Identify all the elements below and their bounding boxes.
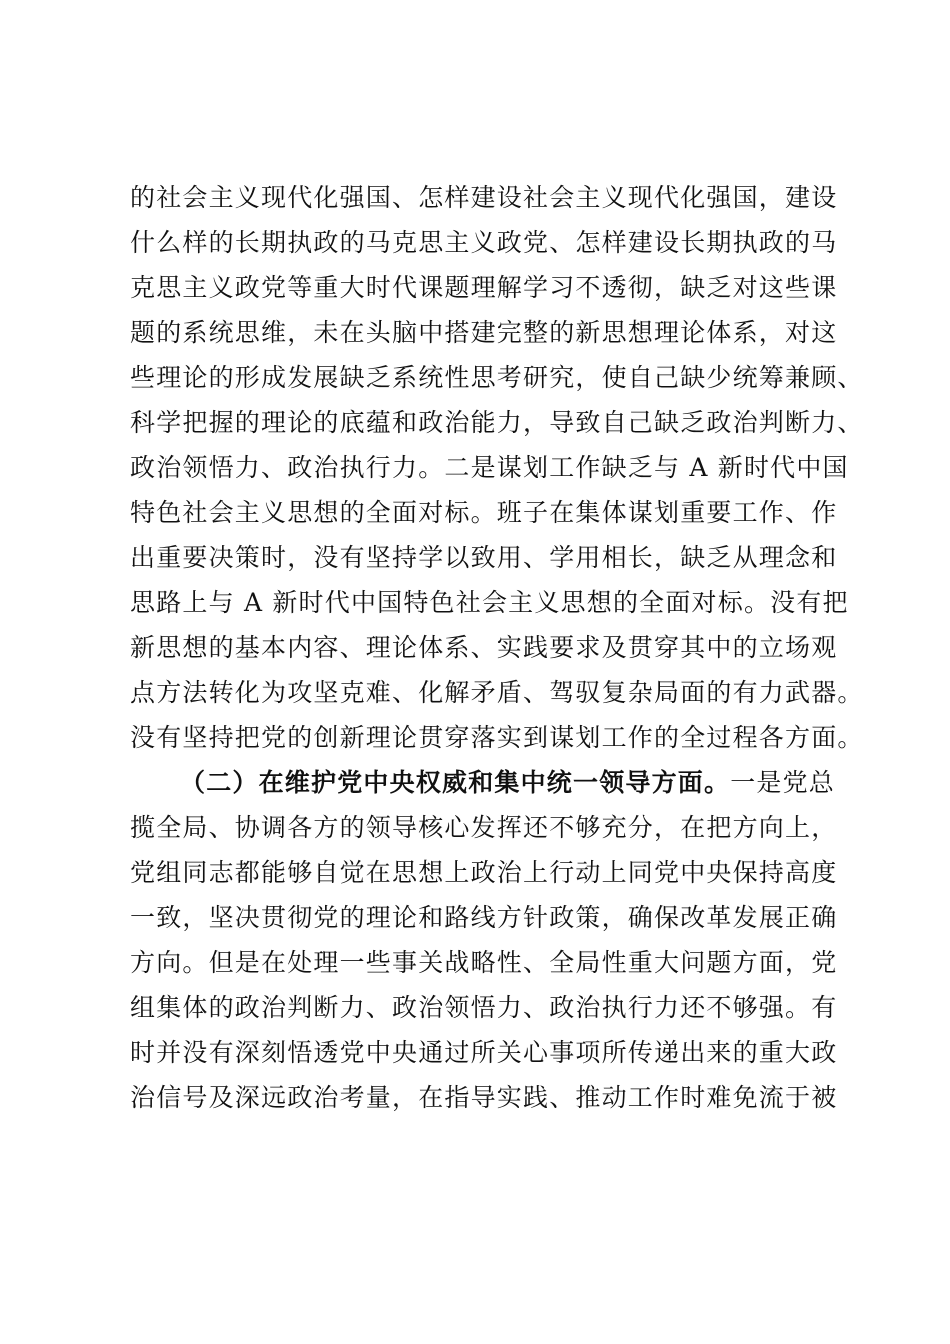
body-line: 的社会主义现代化强国、怎样建设社会主义现代化强国，建设 [130,183,838,212]
body-line: 些理论的形成发展缺乏系统性思考研究，使自己缺少统筹兼顾、 [130,363,864,392]
body-line: 没有坚持把党的创新理论贯穿落实到谋划工作的全过程各方面。 [130,723,864,752]
body-line: 出重要决策时，没有坚持学以致用、学用相长，缺乏从理念和 [130,543,838,572]
body-line: 点方法转化为攻坚克难、化解矛盾、驾驭复杂局面的有力武器。 [130,678,864,707]
body-line: 什么样的长期执政的马克思主义政党、怎样建设长期执政的马 [130,228,838,257]
body-line: 题的系统思维，未在头脑中搭建完整的新思想理论体系，对这 [130,318,838,347]
body-line: 特色社会主义思想的全面对标。班子在集体谋划重要工作、作 [130,498,838,527]
body-line: 新思想的基本内容、理论体系、实践要求及贯穿其中的立场观 [130,633,838,662]
body-line: 政治领悟力、政治执行力。二是谋划工作缺乏与 A 新时代中国 [130,453,849,482]
body-line: 揽全局、协调各方的领导核心发挥还不够充分，在把方向上， [130,813,838,842]
body-line: 方向。但是在处理一些事关战略性、全局性重大问题方面，党 [130,948,838,977]
section-first-line [180,768,835,798]
body-line: 时并没有深刻悟透党中央通过所关心事项所传递出来的重大政 [130,1038,838,1067]
body-line: 思路上与 A 新时代中国特色社会主义思想的全面对标。没有把 [130,588,849,617]
body-line: 科学把握的理论的底蕴和政治能力，导致自己缺乏政治判断力、 [130,408,864,437]
body-line: 党组同志都能够自觉在思想上政治上行动上同党中央保持高度 [130,858,838,887]
body-line: 治信号及深远政治考量，在指导实践、推动工作时难免流于被 [130,1083,838,1112]
section-first-line-text: 一是党总 [730,768,836,797]
body-line: 组集体的政治判断力、政治领悟力、政治执行力还不够强。有 [130,993,838,1022]
body-line: 一致，坚决贯彻党的理论和路线方针政策，确保改革发展正确 [130,903,838,932]
section-heading: （二）在维护党中央权威和集中统一领导方面。 [180,768,731,797]
body-line: 克思主义政党等重大时代课题理解学习不透彻，缺乏对这些课 [130,273,838,302]
